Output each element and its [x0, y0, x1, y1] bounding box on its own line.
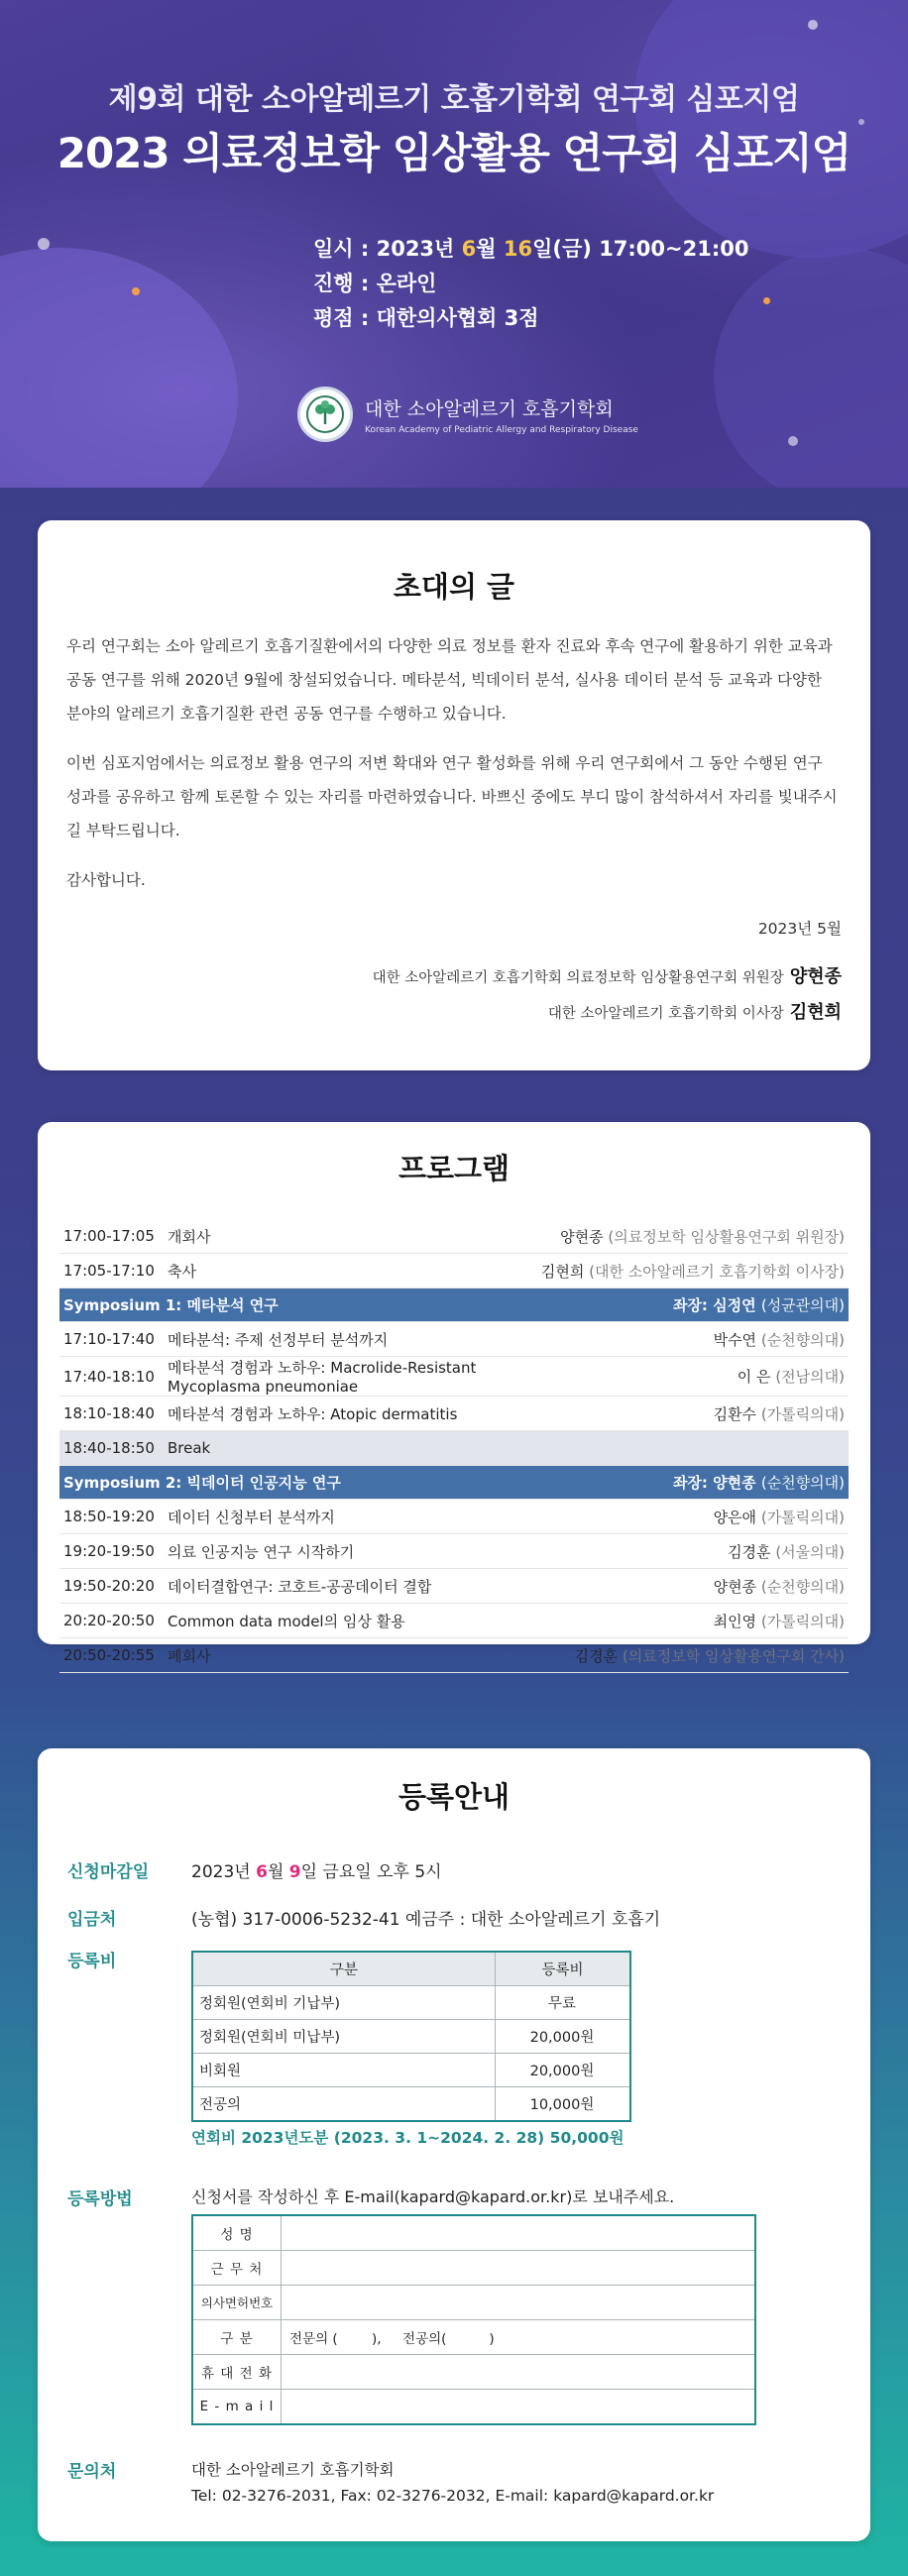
program-speaker: 김경훈 (의료정보학 임상활용연구회 간사)	[541, 1638, 849, 1673]
program-topic: Break	[168, 1431, 849, 1466]
session-chair: 좌장: 양현종 (순천향의대)	[541, 1466, 849, 1500]
program-time: 20:20-20:50	[59, 1604, 168, 1638]
fee-col-header: 등록비	[495, 1952, 630, 1986]
annual-fee-note: 연회비 2023년도분 (2023. 3. 1~2024. 2. 28) 50,000원	[191, 2129, 624, 2147]
signature-president: 대한 소아알레르기 호흡기학회 이사장 김현희	[547, 1002, 842, 1023]
form-row: 휴 대 전 화	[192, 2355, 755, 2390]
program-row	[59, 1534, 849, 1569]
decor-dot	[38, 238, 50, 250]
organizer-name-en: Korean Academy of Pediatric Allergy and Respiratory Disease	[365, 424, 638, 435]
event-venue: 진행 : 온라인	[313, 272, 437, 295]
form-row: 성 명	[192, 2215, 755, 2251]
account-label: 입금처	[67, 1910, 117, 1930]
account-value: (농협) 317-0006-5232-41 예금주 : 대한 소아알레르기 호흡기	[191, 1910, 661, 1930]
registration-title: 등록안내	[397, 1780, 511, 1814]
program-row	[59, 1254, 849, 1288]
program-time: 19:20-19:50	[59, 1534, 168, 1569]
program-speaker: 박수연 (순천향의대)	[541, 1322, 849, 1357]
break-row	[59, 1431, 849, 1466]
header-banner	[0, 0, 908, 488]
fee-col-header: 구분	[192, 1952, 495, 1986]
program-row	[59, 1219, 849, 1254]
contact-label: 문의처	[67, 2462, 117, 2482]
program-speaker: 김현희 (대한 소아알레르기 호흡기학회 이사장)	[541, 1254, 849, 1288]
fee-label: 등록비	[67, 1952, 117, 1971]
program-time: 20:50-20:55	[59, 1638, 168, 1673]
organizer-logo	[297, 387, 638, 442]
program-topic: 데이터결합연구: 코호트-공공데이터 결합	[168, 1569, 541, 1604]
symposium-subtitle: 제9회 대한 소아알레르기 호흡기학회 연구회 심포지엄	[108, 82, 800, 117]
deadline-label: 신청마감일	[67, 1862, 150, 1882]
program-row	[59, 1569, 849, 1604]
method-value: 신청서를 작성하신 후 E-mail(kapard@kapard.or.kr)로 보내주세요.	[191, 2187, 675, 2206]
program-time: 18:40-18:50	[59, 1431, 168, 1466]
program-speaker: 최인영 (가톨릭의대)	[541, 1604, 849, 1638]
fee-row: 정회원(연회비 미납부) 20,000원	[192, 2020, 630, 2054]
form-row: E - m a i l	[192, 2390, 755, 2425]
program-time: 19:50-20:20	[59, 1569, 168, 1604]
form-row: 의사면허번호	[192, 2286, 755, 2320]
form-row: 구 분 전문의 ( ), 전공의( )	[192, 2320, 755, 2355]
session-chair: 좌장: 심정연 (성균관의대)	[541, 1288, 849, 1322]
method-label: 등록방법	[67, 2189, 133, 2209]
registration-card	[38, 1748, 870, 2541]
program-time: 18:50-19:20	[59, 1500, 168, 1534]
decor-dot	[763, 297, 770, 304]
fee-row: 비회원 20,000원	[192, 2054, 630, 2087]
program-topic: 메타분석: 주제 선정부터 분석까지	[168, 1322, 541, 1357]
decor-dot	[808, 20, 818, 30]
program-row	[59, 1604, 849, 1638]
program-row	[59, 1322, 849, 1357]
program-speaker: 양현종 (의료정보학 임상활용연구회 위원장)	[541, 1219, 849, 1254]
application-form-table	[191, 2214, 756, 2425]
form-row: 근 무 처	[192, 2251, 755, 2286]
invitation-paragraph: 이번 심포지엄에서는 의료정보 활용 연구의 저변 확대와 연구 활성화를 위해 우리 연구회에서 그 동안 수행된 연구 성과를 공유하고 함께 토론할 수 있는 자리를 마련하였습니다. 바쁘신 중에도 부디 많이 참석하셔서 자리를 빛내주시길 부탁드립니다.	[66, 754, 838, 840]
program-time: 17:40-18:10	[59, 1357, 168, 1397]
program-card	[38, 1122, 870, 1665]
program-speaker: 이 은 (전남의대)	[541, 1357, 849, 1397]
program-row	[59, 1638, 849, 1673]
invitation-date: 2023년 5월	[757, 920, 842, 938]
program-topic: 폐회사	[168, 1638, 541, 1673]
fee-row: 전공의 10,000원	[192, 2087, 630, 2122]
program-topic: 개회사	[168, 1219, 541, 1254]
signature-chair: 대한 소아알레르기 호흡기학회 의료정보학 임상활용연구회 위원장 양현종	[372, 966, 842, 987]
program-speaker: 김환수 (가톨릭의대)	[541, 1397, 849, 1431]
program-topic: 의료 인공지능 연구 시작하기	[168, 1534, 541, 1569]
decor-dot	[788, 436, 798, 446]
session-header-row	[59, 1466, 849, 1500]
program-topic: Common data model의 임상 활용	[168, 1604, 541, 1638]
program-row	[59, 1357, 849, 1397]
program-topic: 축사	[168, 1254, 541, 1288]
invitation-card	[38, 520, 870, 1070]
program-time: 17:05-17:10	[59, 1254, 168, 1288]
session-title: Symposium 2: 빅데이터 인공지능 연구	[59, 1466, 541, 1500]
society-emblem-icon	[297, 387, 353, 442]
symposium-title: 2023 의료정보학 임상활용 연구회 심포지엄	[57, 129, 851, 177]
program-time: 18:10-18:40	[59, 1397, 168, 1431]
program-time: 17:10-17:40	[59, 1322, 168, 1357]
decor-blob	[0, 248, 238, 488]
contact-org: 대한 소아알레르기 호흡기학회	[191, 2461, 395, 2479]
invitation-paragraph: 우리 연구회는 소아 알레르기 호흡기질환에서의 다양한 의료 정보를 환자 진료와 후속 연구에 활용하기 위한 교육과 공동 연구를 위해 2020년 9월에 창설되었습니다. 메타분석, 빅데이터 분석, 실사용 데이터 분석 등 교육과 다양한 분야의 알레르기 호흡기질환 관련 공동 연구를 수행하고 있습니다.	[66, 637, 833, 723]
invitation-thanks: 감사합니다.	[66, 871, 146, 889]
program-topic: 메타분석 경험과 노하우: Atopic dermatitis	[168, 1397, 541, 1431]
invitation-title: 초대의 글	[393, 570, 515, 604]
program-time: 17:00-17:05	[59, 1219, 168, 1254]
event-date: 일시 : 2023년 6월 16일(금) 17:00~21:00	[313, 237, 749, 261]
program-row	[59, 1500, 849, 1534]
session-title: Symposium 1: 메타분석 연구	[59, 1288, 541, 1322]
contact-details: Tel: 02-3276-2031, Fax: 02-3276-2032, E-mail: kapard@kapard.or.kr	[191, 2487, 715, 2505]
program-speaker: 양은애 (가톨릭의대)	[541, 1500, 849, 1534]
event-credit: 평점 : 대한의사협회 3점	[313, 306, 539, 330]
program-row	[59, 1397, 849, 1431]
program-topic: 데이터 신청부터 분석까지	[168, 1500, 541, 1534]
program-speaker: 김경훈 (서울의대)	[541, 1534, 849, 1569]
session-header-row	[59, 1288, 849, 1322]
program-speaker: 양현종 (순천향의대)	[541, 1569, 849, 1604]
organizer-name-ko: 대한 소아알레르기 호흡기학회	[365, 397, 614, 420]
fee-table	[191, 1951, 631, 2122]
event-info	[313, 232, 748, 336]
fee-row: 정회원(연회비 기납부) 무료	[192, 1986, 630, 2020]
program-topic: 메타분석 경험과 노하우: Macrolide-Resistant Mycoplasma pneumoniae	[168, 1357, 541, 1397]
program-table	[59, 1219, 849, 1673]
decor-dot	[132, 287, 140, 295]
deadline-value: 2023년 6월 9일 금요일 오후 5시	[191, 1862, 442, 1882]
program-title: 프로그램	[397, 1152, 511, 1185]
